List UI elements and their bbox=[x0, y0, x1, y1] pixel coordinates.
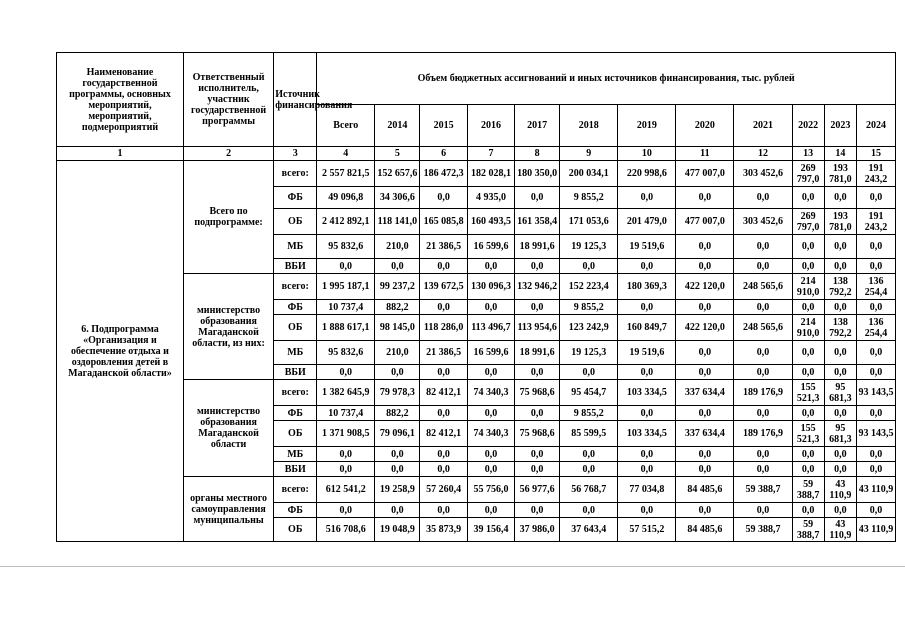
value-cell: 303 452,6 bbox=[734, 161, 792, 187]
source-label: ОБ bbox=[274, 421, 317, 447]
value-cell: 132 946,2 bbox=[515, 274, 560, 300]
value-cell: 0,0 bbox=[420, 462, 467, 477]
header-total: Всего bbox=[317, 105, 375, 147]
source-label: всего: bbox=[274, 161, 317, 187]
value-cell: 79 978,3 bbox=[375, 380, 420, 406]
value-cell: 84 485,6 bbox=[676, 477, 734, 503]
column-index: 9 bbox=[560, 147, 618, 161]
value-cell: 9 855,2 bbox=[560, 406, 618, 421]
header-year: 2017 bbox=[515, 105, 560, 147]
value-cell: 79 096,1 bbox=[375, 421, 420, 447]
header-year: 2020 bbox=[676, 105, 734, 147]
value-cell: 95 832,6 bbox=[317, 341, 375, 365]
value-cell: 19 519,6 bbox=[618, 341, 676, 365]
value-cell: 214 910,0 bbox=[792, 315, 824, 341]
header-year: 2018 bbox=[560, 105, 618, 147]
value-cell: 95 454,7 bbox=[560, 380, 618, 406]
value-cell: 95 681,3 bbox=[824, 380, 856, 406]
value-cell: 21 386,5 bbox=[420, 235, 467, 259]
value-cell: 0,0 bbox=[618, 365, 676, 380]
source-label: ОБ bbox=[274, 315, 317, 341]
header-year: 2024 bbox=[857, 105, 896, 147]
value-cell: 43 110,9 bbox=[857, 477, 896, 503]
value-cell: 201 479,0 bbox=[618, 209, 676, 235]
column-index: 8 bbox=[515, 147, 560, 161]
value-cell: 59 388,7 bbox=[734, 518, 792, 542]
value-cell: 0,0 bbox=[515, 300, 560, 315]
program-name: 6. Подпрограмма «Организация и обеспечение отдыха и оздоровления детей в Магаданской области» bbox=[68, 323, 172, 379]
value-cell: 103 334,5 bbox=[618, 421, 676, 447]
column-index: 7 bbox=[467, 147, 514, 161]
value-cell: 95 681,3 bbox=[824, 421, 856, 447]
source-label: ВБИ bbox=[274, 259, 317, 274]
value-cell: 0,0 bbox=[420, 300, 467, 315]
value-cell: 130 096,3 bbox=[467, 274, 514, 300]
header-year: 2021 bbox=[734, 105, 792, 147]
header-year: 2022 bbox=[792, 105, 824, 147]
value-cell: 21 386,5 bbox=[420, 341, 467, 365]
value-cell: 19 519,6 bbox=[618, 235, 676, 259]
value-cell: 19 048,9 bbox=[375, 518, 420, 542]
value-cell: 171 053,6 bbox=[560, 209, 618, 235]
source-label: МБ bbox=[274, 447, 317, 462]
value-cell: 0,0 bbox=[857, 462, 896, 477]
value-cell: 138 792,2 bbox=[824, 315, 856, 341]
value-cell: 0,0 bbox=[375, 259, 420, 274]
value-cell: 43 110,9 bbox=[857, 518, 896, 542]
column-index: 4 bbox=[317, 147, 375, 161]
value-cell: 2 557 821,5 bbox=[317, 161, 375, 187]
value-cell: 0,0 bbox=[824, 503, 856, 518]
value-cell: 186 472,3 bbox=[420, 161, 467, 187]
table-row bbox=[57, 161, 896, 187]
value-cell: 191 243,2 bbox=[857, 209, 896, 235]
budget-body bbox=[57, 161, 896, 542]
value-cell: 0,0 bbox=[857, 447, 896, 462]
value-cell: 152 657,6 bbox=[375, 161, 420, 187]
header-year: 2019 bbox=[618, 105, 676, 147]
value-cell: 0,0 bbox=[375, 447, 420, 462]
value-cell: 0,0 bbox=[618, 406, 676, 421]
value-cell: 0,0 bbox=[734, 259, 792, 274]
header-year: 2023 bbox=[824, 105, 856, 147]
source-label: МБ bbox=[274, 235, 317, 259]
executor-label: Всего по подпрограмме: bbox=[183, 161, 273, 274]
source-label: всего: bbox=[274, 380, 317, 406]
source-label: ВБИ bbox=[274, 365, 317, 380]
value-cell: 19 125,3 bbox=[560, 235, 618, 259]
value-cell: 0,0 bbox=[467, 447, 514, 462]
value-cell: 4 935,0 bbox=[467, 187, 514, 209]
value-cell: 82 412,1 bbox=[420, 421, 467, 447]
source-label: всего: bbox=[274, 274, 317, 300]
value-cell: 57 260,4 bbox=[420, 477, 467, 503]
value-cell: 1 888 617,1 bbox=[317, 315, 375, 341]
value-cell: 0,0 bbox=[560, 259, 618, 274]
value-cell: 269 797,0 bbox=[792, 161, 824, 187]
value-cell: 9 855,2 bbox=[560, 187, 618, 209]
value-cell: 0,0 bbox=[676, 503, 734, 518]
column-index: 5 bbox=[375, 147, 420, 161]
column-index: 2 bbox=[183, 147, 273, 161]
value-cell: 0,0 bbox=[467, 300, 514, 315]
value-cell: 0,0 bbox=[467, 365, 514, 380]
value-cell: 0,0 bbox=[857, 235, 896, 259]
value-cell: 0,0 bbox=[676, 406, 734, 421]
value-cell: 303 452,6 bbox=[734, 209, 792, 235]
value-cell: 0,0 bbox=[515, 187, 560, 209]
value-cell: 118 141,0 bbox=[375, 209, 420, 235]
value-cell: 0,0 bbox=[467, 462, 514, 477]
value-cell: 0,0 bbox=[375, 503, 420, 518]
value-cell: 337 634,4 bbox=[676, 380, 734, 406]
source-label: ФБ bbox=[274, 503, 317, 518]
header-year: 2016 bbox=[467, 105, 514, 147]
value-cell: 210,0 bbox=[375, 235, 420, 259]
value-cell: 0,0 bbox=[734, 462, 792, 477]
value-cell: 10 737,4 bbox=[317, 406, 375, 421]
source-label: МБ bbox=[274, 341, 317, 365]
value-cell: 248 565,6 bbox=[734, 274, 792, 300]
value-cell: 0,0 bbox=[792, 259, 824, 274]
column-index: 12 bbox=[734, 147, 792, 161]
value-cell: 0,0 bbox=[792, 300, 824, 315]
budget-table bbox=[56, 52, 896, 542]
source-label: ОБ bbox=[274, 209, 317, 235]
value-cell: 882,2 bbox=[375, 406, 420, 421]
source-label: ОБ bbox=[274, 518, 317, 542]
value-cell: 0,0 bbox=[857, 341, 896, 365]
value-cell: 0,0 bbox=[515, 365, 560, 380]
executor-label: органы местного самоуправления муниципальны bbox=[183, 477, 273, 542]
value-cell: 139 672,5 bbox=[420, 274, 467, 300]
value-cell: 0,0 bbox=[792, 503, 824, 518]
value-cell: 269 797,0 bbox=[792, 209, 824, 235]
value-cell: 189 176,9 bbox=[734, 380, 792, 406]
value-cell: 200 034,1 bbox=[560, 161, 618, 187]
value-cell: 123 242,9 bbox=[560, 315, 618, 341]
value-cell: 0,0 bbox=[317, 365, 375, 380]
value-cell: 98 145,0 bbox=[375, 315, 420, 341]
value-cell: 84 485,6 bbox=[676, 518, 734, 542]
value-cell: 85 599,5 bbox=[560, 421, 618, 447]
value-cell: 0,0 bbox=[824, 187, 856, 209]
value-cell: 34 306,6 bbox=[375, 187, 420, 209]
value-cell: 612 541,2 bbox=[317, 477, 375, 503]
value-cell: 0,0 bbox=[676, 235, 734, 259]
value-cell: 138 792,2 bbox=[824, 274, 856, 300]
value-cell: 0,0 bbox=[420, 406, 467, 421]
value-cell: 1 382 645,9 bbox=[317, 380, 375, 406]
value-cell: 0,0 bbox=[792, 406, 824, 421]
column-index: 6 bbox=[420, 147, 467, 161]
value-cell: 477 007,0 bbox=[676, 161, 734, 187]
value-cell: 49 096,8 bbox=[317, 187, 375, 209]
value-cell: 189 176,9 bbox=[734, 421, 792, 447]
value-cell: 0,0 bbox=[734, 187, 792, 209]
column-index: 11 bbox=[676, 147, 734, 161]
page-divider bbox=[0, 566, 905, 567]
value-cell: 59 388,7 bbox=[792, 477, 824, 503]
source-label: всего: bbox=[274, 477, 317, 503]
source-label: ФБ bbox=[274, 187, 317, 209]
value-cell: 0,0 bbox=[420, 447, 467, 462]
value-cell: 0,0 bbox=[317, 503, 375, 518]
value-cell: 0,0 bbox=[618, 300, 676, 315]
executor-label: министерство образования Магаданской области bbox=[183, 380, 273, 477]
value-cell: 0,0 bbox=[857, 187, 896, 209]
value-cell: 0,0 bbox=[420, 503, 467, 518]
value-cell: 882,2 bbox=[375, 300, 420, 315]
value-cell: 0,0 bbox=[857, 365, 896, 380]
value-cell: 516 708,6 bbox=[317, 518, 375, 542]
value-cell: 16 599,6 bbox=[467, 235, 514, 259]
value-cell: 0,0 bbox=[618, 503, 676, 518]
value-cell: 0,0 bbox=[375, 365, 420, 380]
value-cell: 0,0 bbox=[317, 462, 375, 477]
header-source: Источник финансирования bbox=[274, 53, 317, 147]
value-cell: 0,0 bbox=[734, 503, 792, 518]
header-year: 2014 bbox=[375, 105, 420, 147]
value-cell: 422 120,0 bbox=[676, 274, 734, 300]
value-cell: 37 643,4 bbox=[560, 518, 618, 542]
value-cell: 0,0 bbox=[676, 341, 734, 365]
value-cell: 118 286,0 bbox=[420, 315, 467, 341]
value-cell: 0,0 bbox=[734, 341, 792, 365]
value-cell: 155 521,3 bbox=[792, 380, 824, 406]
value-cell: 180 369,3 bbox=[618, 274, 676, 300]
value-cell: 82 412,1 bbox=[420, 380, 467, 406]
header-executor: Ответственный исполнитель, участник государственной программы bbox=[183, 53, 273, 147]
source-label: ВБИ bbox=[274, 462, 317, 477]
value-cell: 43 110,9 bbox=[824, 477, 856, 503]
header-year: 2015 bbox=[420, 105, 467, 147]
value-cell: 75 968,6 bbox=[515, 421, 560, 447]
column-index: 13 bbox=[792, 147, 824, 161]
value-cell: 0,0 bbox=[467, 503, 514, 518]
value-cell: 0,0 bbox=[560, 462, 618, 477]
value-cell: 220 998,6 bbox=[618, 161, 676, 187]
value-cell: 0,0 bbox=[857, 503, 896, 518]
value-cell: 75 968,6 bbox=[515, 380, 560, 406]
value-cell: 0,0 bbox=[375, 462, 420, 477]
value-cell: 55 756,0 bbox=[467, 477, 514, 503]
value-cell: 0,0 bbox=[676, 187, 734, 209]
value-cell: 0,0 bbox=[792, 235, 824, 259]
value-cell: 0,0 bbox=[317, 447, 375, 462]
value-cell: 10 737,4 bbox=[317, 300, 375, 315]
value-cell: 0,0 bbox=[857, 259, 896, 274]
value-cell: 0,0 bbox=[824, 259, 856, 274]
value-cell: 0,0 bbox=[676, 365, 734, 380]
value-cell: 0,0 bbox=[467, 259, 514, 274]
value-cell: 0,0 bbox=[515, 462, 560, 477]
value-cell: 182 028,1 bbox=[467, 161, 514, 187]
value-cell: 18 991,6 bbox=[515, 235, 560, 259]
value-cell: 0,0 bbox=[857, 406, 896, 421]
value-cell: 0,0 bbox=[618, 187, 676, 209]
value-cell: 248 565,6 bbox=[734, 315, 792, 341]
value-cell: 93 143,5 bbox=[857, 421, 896, 447]
value-cell: 214 910,0 bbox=[792, 274, 824, 300]
value-cell: 9 855,2 bbox=[560, 300, 618, 315]
column-index: 1 bbox=[57, 147, 184, 161]
value-cell: 0,0 bbox=[618, 259, 676, 274]
value-cell: 155 521,3 bbox=[792, 421, 824, 447]
column-index-row bbox=[57, 147, 896, 161]
value-cell: 1 371 908,5 bbox=[317, 421, 375, 447]
value-cell: 161 358,4 bbox=[515, 209, 560, 235]
column-index: 15 bbox=[857, 147, 896, 161]
value-cell: 0,0 bbox=[560, 447, 618, 462]
value-cell: 19 125,3 bbox=[560, 341, 618, 365]
value-cell: 160 493,5 bbox=[467, 209, 514, 235]
value-cell: 0,0 bbox=[792, 365, 824, 380]
value-cell: 477 007,0 bbox=[676, 209, 734, 235]
value-cell: 0,0 bbox=[734, 365, 792, 380]
value-cell: 0,0 bbox=[734, 406, 792, 421]
value-cell: 0,0 bbox=[734, 235, 792, 259]
value-cell: 39 156,4 bbox=[467, 518, 514, 542]
value-cell: 95 832,6 bbox=[317, 235, 375, 259]
value-cell: 0,0 bbox=[420, 365, 467, 380]
value-cell: 193 781,0 bbox=[824, 161, 856, 187]
value-cell: 0,0 bbox=[317, 259, 375, 274]
value-cell: 0,0 bbox=[515, 447, 560, 462]
value-cell: 0,0 bbox=[824, 341, 856, 365]
value-cell: 136 254,4 bbox=[857, 274, 896, 300]
header-row-top bbox=[57, 53, 896, 105]
value-cell: 113 496,7 bbox=[467, 315, 514, 341]
source-label: ФБ bbox=[274, 406, 317, 421]
value-cell: 0,0 bbox=[824, 235, 856, 259]
header-budget-volume: Объем бюджетных ассигнований и иных источников финансирования, тыс. рублей bbox=[317, 53, 896, 105]
value-cell: 57 515,2 bbox=[618, 518, 676, 542]
value-cell: 0,0 bbox=[792, 462, 824, 477]
value-cell: 37 986,0 bbox=[515, 518, 560, 542]
value-cell: 0,0 bbox=[515, 503, 560, 518]
value-cell: 193 781,0 bbox=[824, 209, 856, 235]
value-cell: 0,0 bbox=[676, 259, 734, 274]
value-cell: 2 412 892,1 bbox=[317, 209, 375, 235]
value-cell: 422 120,0 bbox=[676, 315, 734, 341]
value-cell: 0,0 bbox=[792, 187, 824, 209]
value-cell: 19 258,9 bbox=[375, 477, 420, 503]
value-cell: 210,0 bbox=[375, 341, 420, 365]
value-cell: 1 995 187,1 bbox=[317, 274, 375, 300]
value-cell: 160 849,7 bbox=[618, 315, 676, 341]
value-cell: 0,0 bbox=[560, 365, 618, 380]
value-cell: 191 243,2 bbox=[857, 161, 896, 187]
value-cell: 0,0 bbox=[734, 447, 792, 462]
header-program-name: Наименование государственной программы, основных мероприятий, мероприятий, подмероприятий bbox=[57, 53, 184, 147]
value-cell: 0,0 bbox=[560, 503, 618, 518]
value-cell: 0,0 bbox=[420, 187, 467, 209]
value-cell: 74 340,3 bbox=[467, 380, 514, 406]
value-cell: 165 085,8 bbox=[420, 209, 467, 235]
value-cell: 0,0 bbox=[824, 406, 856, 421]
value-cell: 56 977,6 bbox=[515, 477, 560, 503]
value-cell: 0,0 bbox=[515, 259, 560, 274]
source-label: ФБ bbox=[274, 300, 317, 315]
value-cell: 0,0 bbox=[824, 447, 856, 462]
value-cell: 0,0 bbox=[824, 300, 856, 315]
value-cell: 0,0 bbox=[676, 300, 734, 315]
value-cell: 113 954,6 bbox=[515, 315, 560, 341]
executor-label: министерство образования Магаданской области, из них: bbox=[183, 274, 273, 380]
value-cell: 0,0 bbox=[792, 447, 824, 462]
value-cell: 0,0 bbox=[676, 462, 734, 477]
value-cell: 59 388,7 bbox=[792, 518, 824, 542]
value-cell: 103 334,5 bbox=[618, 380, 676, 406]
value-cell: 35 873,9 bbox=[420, 518, 467, 542]
value-cell: 0,0 bbox=[618, 447, 676, 462]
value-cell: 74 340,3 bbox=[467, 421, 514, 447]
column-index: 10 bbox=[618, 147, 676, 161]
value-cell: 43 110,9 bbox=[824, 518, 856, 542]
value-cell: 136 254,4 bbox=[857, 315, 896, 341]
value-cell: 16 599,6 bbox=[467, 341, 514, 365]
value-cell: 0,0 bbox=[618, 462, 676, 477]
value-cell: 59 388,7 bbox=[734, 477, 792, 503]
value-cell: 337 634,4 bbox=[676, 421, 734, 447]
value-cell: 0,0 bbox=[824, 462, 856, 477]
value-cell: 0,0 bbox=[734, 300, 792, 315]
value-cell: 77 034,8 bbox=[618, 477, 676, 503]
value-cell: 56 768,7 bbox=[560, 477, 618, 503]
column-index: 14 bbox=[824, 147, 856, 161]
value-cell: 0,0 bbox=[467, 406, 514, 421]
value-cell: 0,0 bbox=[792, 341, 824, 365]
column-index: 3 bbox=[274, 147, 317, 161]
value-cell: 0,0 bbox=[676, 447, 734, 462]
value-cell: 152 223,4 bbox=[560, 274, 618, 300]
value-cell: 93 143,5 bbox=[857, 380, 896, 406]
value-cell: 0,0 bbox=[824, 365, 856, 380]
value-cell: 180 350,0 bbox=[515, 161, 560, 187]
value-cell: 0,0 bbox=[515, 406, 560, 421]
value-cell: 99 237,2 bbox=[375, 274, 420, 300]
program-name-cell bbox=[57, 161, 184, 542]
value-cell: 18 991,6 bbox=[515, 341, 560, 365]
value-cell: 0,0 bbox=[420, 259, 467, 274]
value-cell: 0,0 bbox=[857, 300, 896, 315]
